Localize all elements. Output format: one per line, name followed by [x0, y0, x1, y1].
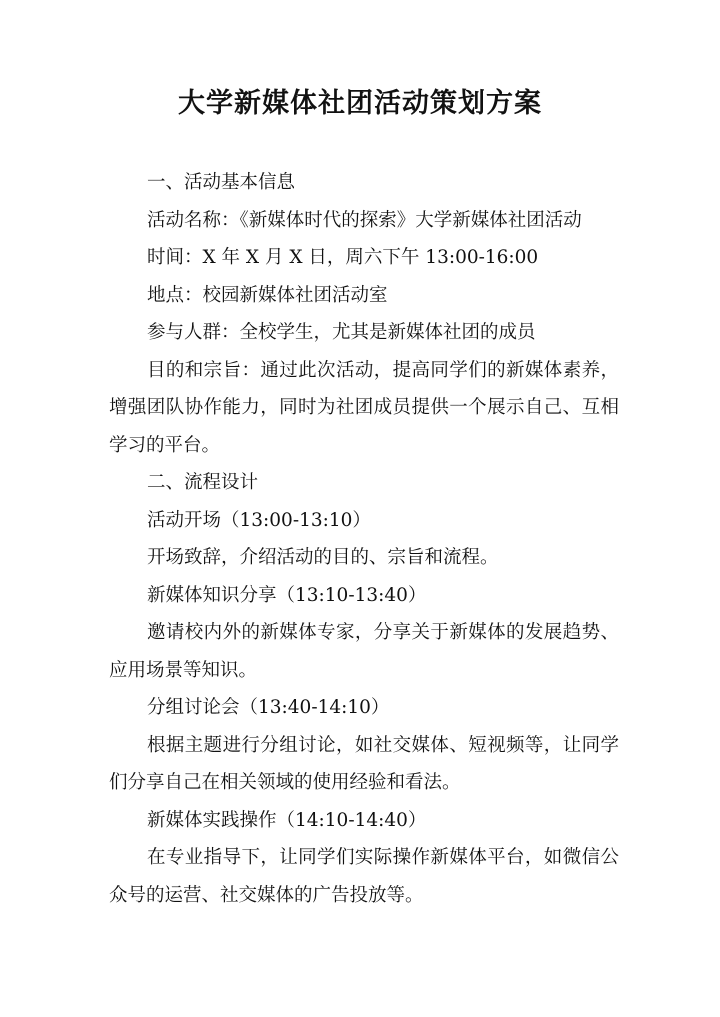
step-practice-text: 在专业指导下，让同学们实际操作新媒体平台，如微信公众号的运营、社交媒体的广告投放等。 [109, 847, 619, 906]
activity-purpose: 目的和宗旨：通过此次活动，提高同学们的新媒体素养，增强团队协作能力，同时为社团成员提供一个展示自己、互相学习的平台。 [109, 359, 619, 456]
document-body [109, 164, 619, 914]
step-opening-heading: 活动开场（13:00-13:10） [147, 509, 371, 531]
activity-time: 时间：X 年 X 月 X 日，周六下午 13:00-16:00 [147, 247, 539, 268]
activity-name: 活动名称：《新媒体时代的探索》大学新媒体社团活动 [147, 209, 582, 231]
activity-location: 地点：校园新媒体社团活动室 [147, 284, 388, 306]
step-knowledge-text: 邀请校内外的新媒体专家，分享关于新媒体的发展趋势、应用场景等知识。 [109, 622, 619, 681]
step-knowledge-heading: 新媒体知识分享（13:10-13:40） [147, 584, 427, 606]
step-discussion-heading: 分组讨论会（13:40-14:10） [147, 697, 390, 718]
step-discussion-text: 根据主题进行分组讨论，如社交媒体、短视频等，让同学们分享自己在相关领域的使用经验和看法。 [109, 734, 619, 793]
section-heading-basic-info: 一、活动基本信息 [147, 172, 296, 193]
step-opening-text: 开场致辞，介绍活动的目的、宗旨和流程。 [147, 547, 499, 568]
section-heading-process: 二、流程设计 [147, 472, 259, 493]
step-practice-heading: 新媒体实践操作（14:10-14:40） [147, 809, 427, 831]
document-title: 大学新媒体社团活动策划方案 [178, 88, 542, 119]
activity-participants: 参与人群：全校学生，尤其是新媒体社团的成员 [147, 322, 536, 343]
